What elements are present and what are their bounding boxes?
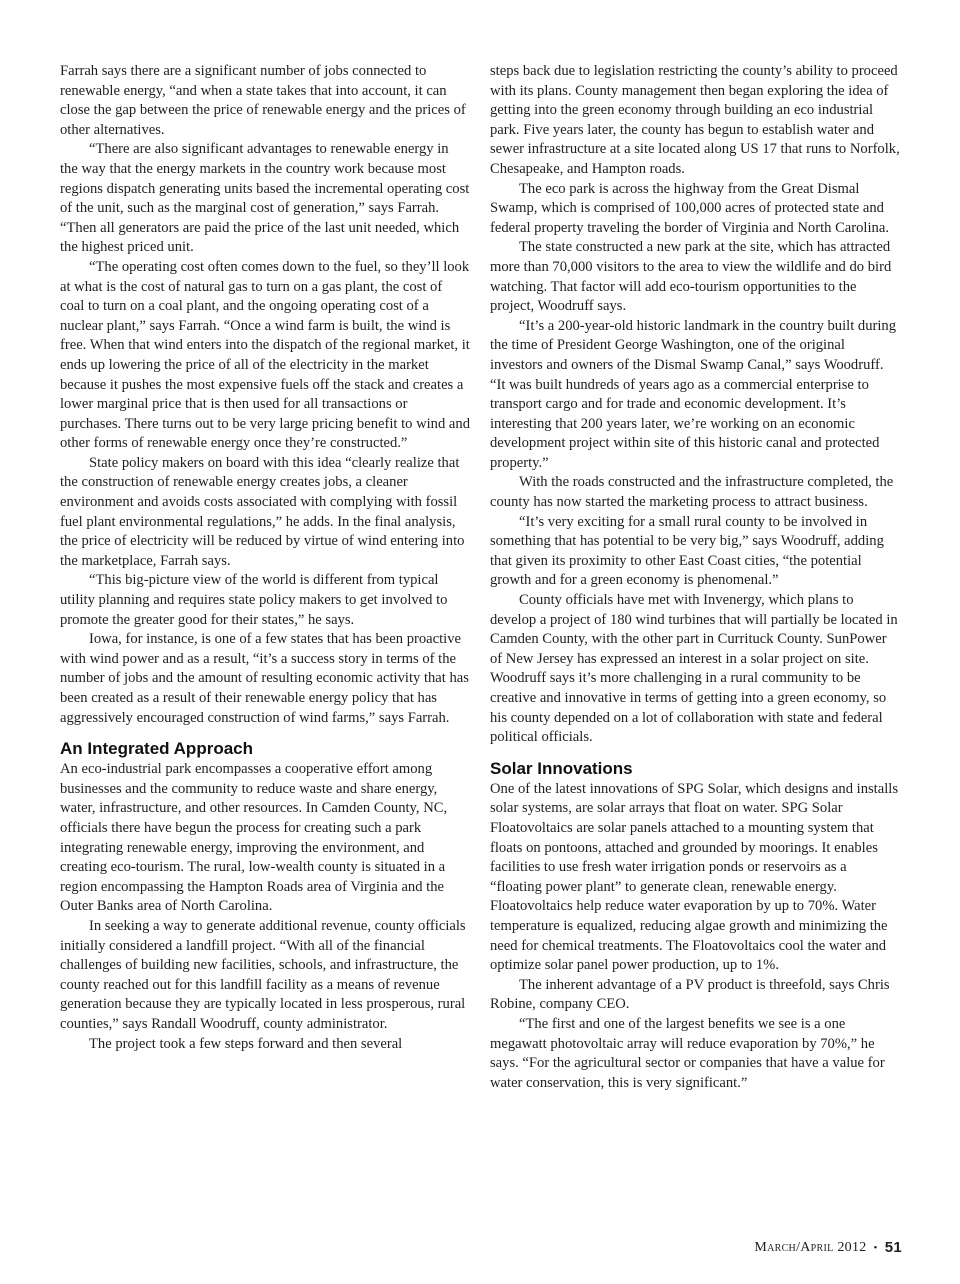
issue-date: March/April 2012 bbox=[754, 1239, 867, 1255]
footer-separator: • bbox=[873, 1241, 878, 1254]
body-paragraph: “The operating cost often comes down to the fuel, so they’ll look at what is the cost of natural gas to turn on a gas plant, the cost of coal to turn on a coal plant, and the ongoing operating cost of a nuclear plant,” says Farrah. “Once a wind farm is built, the wind is free. When that wind enters into the dispatch of the regional market, it ends up lowering the price of all of the electricity in the market because it pushes the most expensive fuels off the stack and creates a lower marginal price that is then used for all transactions or purchases. There turns out to be very large pricing benefit to wind and other forms of renewable energy once they’re constructed.” bbox=[60, 258, 470, 452]
body-paragraph: Iowa, for instance, is one of a few states that has been proactive with wind power and as a result, “it’s a success story in terms of the number of jobs and the amount of resulting economic activity that has been created as a result of their renewable energy policy that has aggressively encouraged construction of wind farms,” says Farrah. bbox=[60, 631, 469, 726]
body-paragraph: An eco-industrial park encompasses a cooperative effort among businesses and the community to reduce waste and share energy, water, infrastructure, and other resources. In Camden County, NC, officials there have begun the process for creating such a park integrating renewable energy, improving the environment, and creating eco-tourism. The rural, low-wealth county is situated in a region encompassing the Hampton Roads area of Virginia and the Outer Banks area of North Carolina. bbox=[60, 761, 448, 915]
body-paragraph: steps back due to legislation restricting the county’s ability to proceed with its plans. County management then began exploring the idea of getting into the green economy through building an eco industrial park. Five years later, the county has begun to establish water and sewer infrastructure at a site located along US 17 that runs to Norfolk, Chesapeake, and Hampton roads. bbox=[490, 63, 900, 177]
body-paragraph: “The first and one of the largest benefits we see is a one megawatt photovoltaic array will reduce evaporation by 70%,” he says. “For the agricultural sector or companies that have a value for water conservation, this is very significant.” bbox=[490, 1015, 885, 1091]
body-paragraph: Farrah says there are a significant number of jobs connected to renewable energy, “and when a state takes that into account, it can close the gap between the price of renewable energy and the prices of other alternatives. bbox=[60, 63, 466, 138]
body-paragraph: In seeking a way to generate additional revenue, county officials initially considered a landfill project. “With all of the financial challenges of building new facilities, schools, and infrastructure, the county reached out for this landfill facility as a means of revenue generation because they are typically located in less prosperous, rural counties,” says Randall Woodruff, county administrator. bbox=[60, 917, 466, 1032]
page-footer bbox=[754, 1239, 902, 1256]
body-paragraph: The eco park is across the highway from the Great Dismal Swamp, which is comprised of 100,000 acres of protected state and federal property traveling the border of Virginia and North Carolina. bbox=[490, 180, 889, 236]
section-heading-solar-innovations: Solar Innovations bbox=[490, 758, 633, 778]
body-paragraph: The inherent advantage of a PV product is threefold, says Chris Robine, company CEO. bbox=[490, 976, 890, 1013]
left-column bbox=[60, 62, 470, 1054]
right-column bbox=[490, 62, 900, 1093]
section-heading-integrated-approach: An Integrated Approach bbox=[60, 739, 253, 759]
body-paragraph: With the roads constructed and the infrastructure completed, the county has now started the marketing process to attract business. bbox=[490, 474, 894, 511]
page-number: 51 bbox=[884, 1239, 902, 1256]
body-paragraph: “It’s very exciting for a small rural county to be involved in something that has potential to be very big,” says Woodruff, adding that given its proximity to other East Coast cities, “the potential growth and for a green economy is phenomenal.” bbox=[490, 513, 884, 589]
body-paragraph: “This big-picture view of the world is different from typical utility planning and requires state policy makers to get involved to promote the greater good for their states,” he says. bbox=[60, 572, 448, 628]
body-paragraph: The project took a few steps forward and then several bbox=[89, 1035, 403, 1052]
body-paragraph: County officials have met with Invenergy, which plans to develop a project of 180 wind turbines that will partially be located in Camden County, with the other part in Currituck County. SunPower of New Jersey has expressed an interest in a solar project on site. Woodruff says it’s more challenging in a rural community to be creative and innovative in terms of getting into a green economy, so his county depended on a lot of collaboration with state and federal political officials. bbox=[490, 592, 898, 746]
body-paragraph: One of the latest innovations of SPG Solar, which designs and installs solar systems, are solar arrays that float on water. SPG Solar Floatovoltaics are solar panels attached to a mounting system that floats on pontoons, attached and grounded by moorings. It enables facilities to use fresh water irrigation ponds or reservoirs as a “floating power plant” to generate clean, renewable energy. Floatovoltaics help reduce water evaporation by up to 70%. Water temperature is equalized, reducing algae growth and minimizing the need for chemical treatments. The Floatovoltaics cool the water and optimize solar panel power production, up to 1%. bbox=[490, 780, 898, 974]
body-paragraph: The state constructed a new park at the site, which has attracted more than 70,000 visitors to the area to view the wildlife and do bird watching. That factor will add eco-tourism opportunities to the project, Woodruff says. bbox=[490, 239, 892, 315]
body-paragraph: “There are also significant advantages to renewable energy in the way that the energy markets in the country work because most regions dispatch generating units based the incremental operating cost of the unit, such as the marginal cost of generation,” says Farrah. “Then all generators are paid the price of the last unit needed, which the highest priced unit. bbox=[60, 141, 470, 256]
body-paragraph: “It’s a 200-year-old historic landmark in the country built during the time of President George Washington, one of the original investors and owners of the Dismal Swamp Canal,” says Woodruff. “It was built hundreds of years ago as a commercial enterprise to transport cargo and for trade and economic development. It’s interesting that 200 years later, we’re working on an economic development project within site of this historic canal and protected property.” bbox=[490, 317, 897, 471]
body-paragraph: State policy makers on board with this idea “clearly realize that the construction of renewable energy creates jobs, a cleaner environment and avoids costs associated with complying with fossil fuel plant environmental regulations,” he adds. In the final analysis, the price of electricity will be reduced by virtue of wind entering into the marketplace, Farrah says. bbox=[60, 454, 465, 569]
